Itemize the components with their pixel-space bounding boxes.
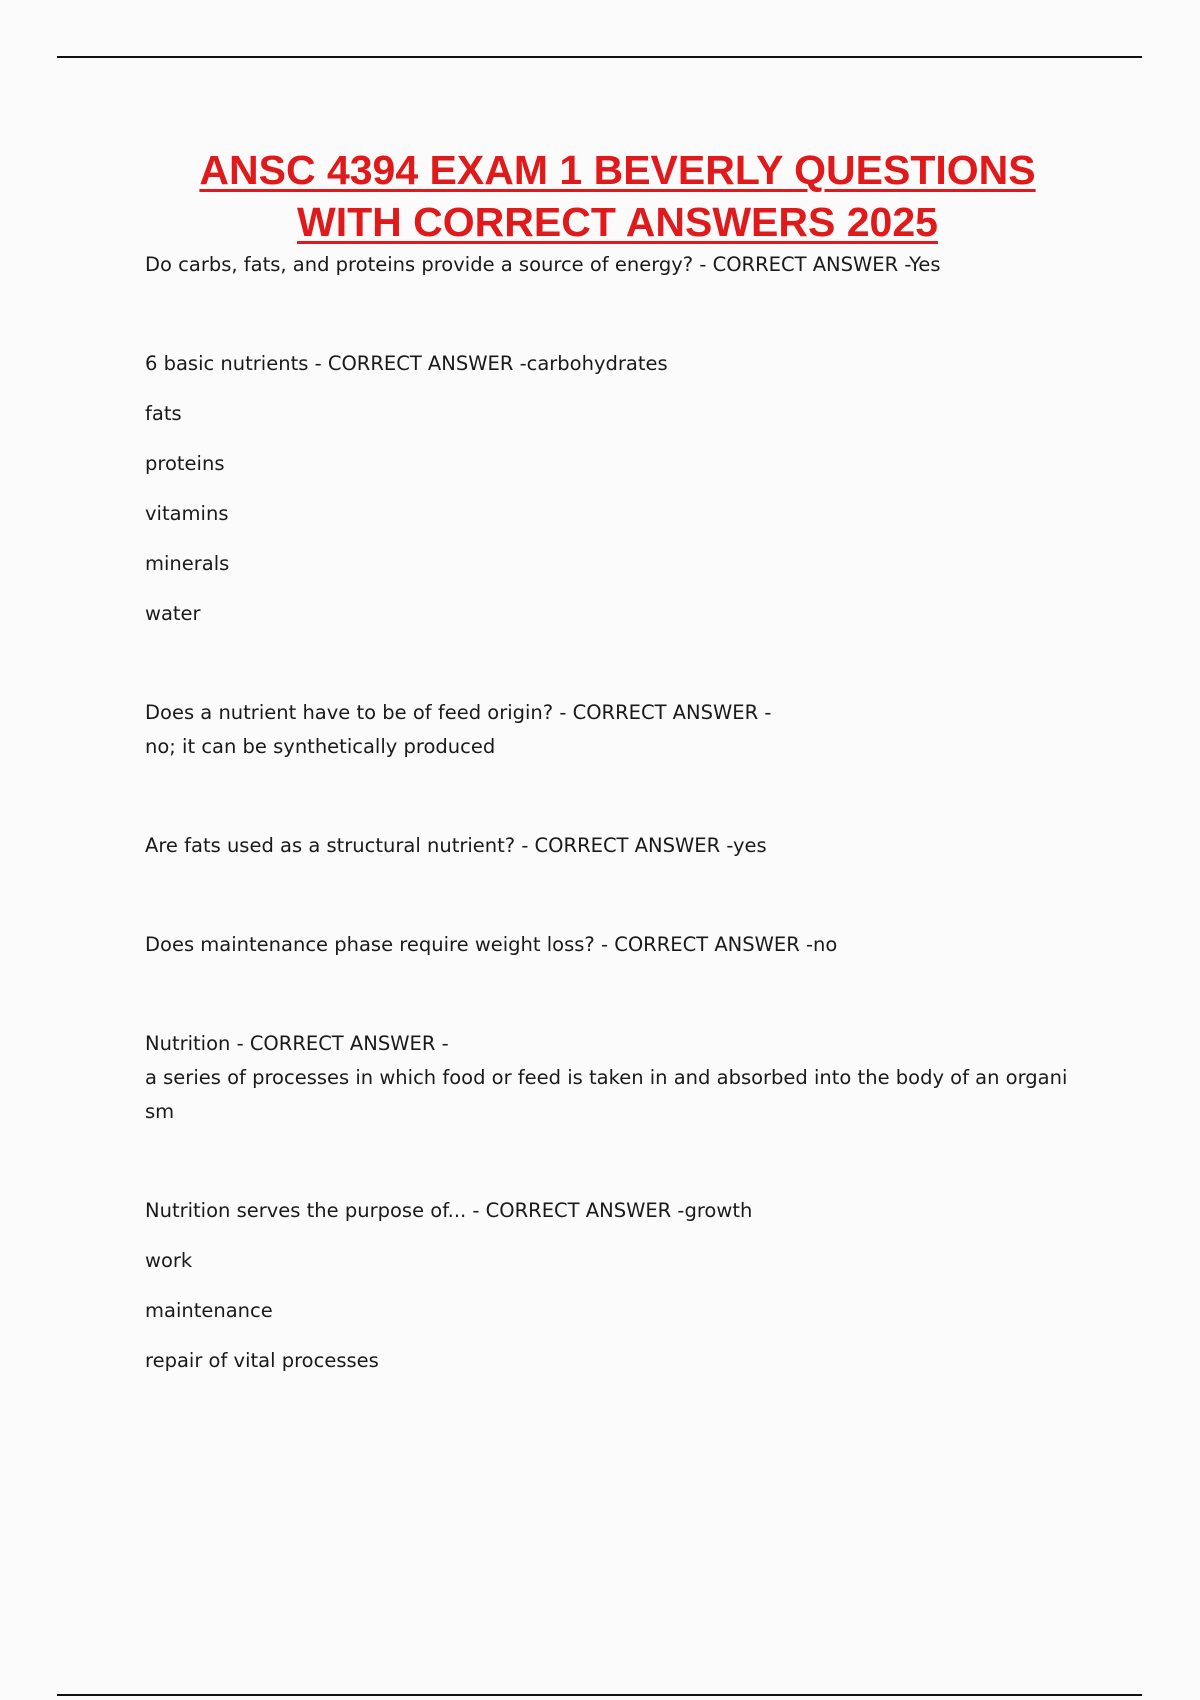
- qa-line: work: [145, 1249, 193, 1272]
- qa-line: Does a nutrient have to be of feed origin? - CORRECT ANSWER -: [145, 701, 772, 724]
- qa-line: 6 basic nutrients - CORRECT ANSWER -carbohydrates: [145, 352, 668, 375]
- qa-item: [145, 696, 1095, 764]
- qa-item: [145, 928, 1095, 962]
- bottom-rule: [57, 1694, 1142, 1696]
- qa-line: maintenance: [145, 1299, 273, 1322]
- top-rule: [57, 56, 1142, 58]
- title-line-1: ANSC 4394 EXAM 1 BEVERLY QUESTIONS: [199, 147, 1036, 193]
- title-line-2: WITH CORRECT ANSWERS 2025: [297, 199, 938, 245]
- qa-line: a series of processes in which food or feed is taken in and absorbed into the body of an organi: [145, 1066, 1068, 1089]
- qa-line: Are fats used as a structural nutrient? - CORRECT ANSWER -yes: [145, 834, 767, 857]
- qa-item: [145, 347, 1095, 631]
- qa-line: sm: [145, 1100, 175, 1123]
- qa-line: fats: [145, 402, 182, 425]
- qa-item: [145, 829, 1095, 863]
- qa-line: repair of vital processes: [145, 1349, 379, 1372]
- qa-line: proteins: [145, 452, 225, 475]
- qa-line: minerals: [145, 552, 230, 575]
- qa-line: no; it can be synthetically produced: [145, 735, 496, 758]
- qa-item: [145, 1027, 1095, 1129]
- qa-line: Nutrition serves the purpose of... - CORRECT ANSWER -growth: [145, 1199, 753, 1222]
- qa-list: [145, 248, 1095, 1378]
- qa-item: [145, 248, 1095, 282]
- qa-line: vitamins: [145, 502, 229, 525]
- qa-line: water: [145, 602, 201, 625]
- document-title: [0, 144, 1200, 248]
- qa-line: Nutrition - CORRECT ANSWER -: [145, 1032, 449, 1055]
- qa-item: [145, 1194, 1095, 1378]
- qa-line: Does maintenance phase require weight loss? - CORRECT ANSWER -no: [145, 933, 838, 956]
- qa-line: Do carbs, fats, and proteins provide a source of energy? - CORRECT ANSWER -Yes: [145, 253, 941, 276]
